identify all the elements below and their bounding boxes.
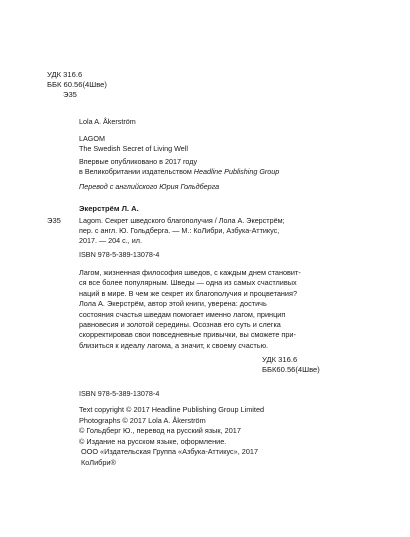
catalog-isbn: ISBN 978-5-389-13078-4 bbox=[79, 250, 160, 259]
copyright-block bbox=[79, 405, 264, 469]
publisher-name: Headline Publishing Group bbox=[193, 167, 280, 176]
isbn-bottom: ISBN 978-5-389-13078-4 bbox=[79, 389, 160, 398]
annotation-line: наций в мире. В чем же секрет их благополучия и процветания? bbox=[79, 288, 298, 298]
copyright-line: ООО «Издательская Группа «Азбука-Аттикус», 2017 bbox=[81, 447, 259, 457]
translator-name: Юрия Гольдберга bbox=[159, 182, 220, 191]
annotation-line: близиться к идеалу лагома, а значит, к своему счастью. bbox=[79, 340, 269, 350]
copyright-line: Photographs © 2017 Lola A. Åkerström bbox=[79, 415, 206, 425]
annotation-line: Лола А. Экерстрём, автор этой книги, уверена: достичь bbox=[79, 299, 267, 309]
udk-code: УДК 316.6 bbox=[47, 70, 83, 79]
annotation-line: Лагом, жизненная философия шведов, с каждым днем становит- bbox=[79, 268, 301, 277]
copyright-line: КоЛибри® bbox=[81, 457, 116, 467]
publisher-line-prefix: в Великобритании издательством bbox=[79, 167, 194, 176]
annotation-line: ся все более популярным. Шведы — одна из самых счастливых bbox=[79, 278, 297, 288]
catalog-mark: Э35 bbox=[47, 216, 61, 225]
original-subtitle: The Swedish Secret of Living Well bbox=[79, 144, 188, 153]
copyright-line: © Издание на русском языке, оформление. bbox=[79, 436, 227, 446]
catalog-author-heading: Экерстрём Л. А. bbox=[79, 204, 139, 213]
catalog-desc-line-2: пер. с англ. Ю. Гольдберга. — М.: КоЛибри, Азбука-Аттикус, bbox=[79, 226, 280, 235]
publisher-line bbox=[79, 167, 279, 176]
annotation-line: равновесия и золотой середины. Осознав его суть и слегка bbox=[79, 320, 281, 330]
translation-prefix: Перевод с английского bbox=[79, 182, 160, 191]
annotation-line: скорректировав свои повседневные привычки, вы сможете при- bbox=[79, 330, 296, 340]
original-title: LAGOM bbox=[79, 134, 105, 143]
original-author: Lola A. Åkerström bbox=[79, 117, 136, 126]
translation-line bbox=[79, 182, 219, 191]
catalog-desc-line-3: 2017. — 204 с., ил. bbox=[79, 236, 142, 245]
catalog-desc-line-1: Lagom. Секрет шведского благополучия / Лола А. Экерстрём; bbox=[79, 216, 285, 225]
udk-code-bottom: УДК 316.6 bbox=[262, 355, 298, 364]
bbk-code-bottom: ББК60.56(4Шве) bbox=[262, 365, 320, 374]
bbk-code: ББК 60.56(4Шве) bbox=[47, 80, 107, 89]
author-mark: Э35 bbox=[63, 90, 77, 99]
copyright-line: Text copyright © 2017 Headline Publishing Group Limited bbox=[79, 405, 265, 414]
annotation-paragraph bbox=[79, 268, 301, 351]
annotation-line: состояния счастья шведам помогает именно лагом, принцип bbox=[79, 309, 286, 319]
first-published-line: Впервые опубликовано в 2017 году bbox=[79, 157, 198, 166]
copyright-line: © Гольдберг Ю., перевод на русский язык, 2017 bbox=[79, 426, 241, 436]
